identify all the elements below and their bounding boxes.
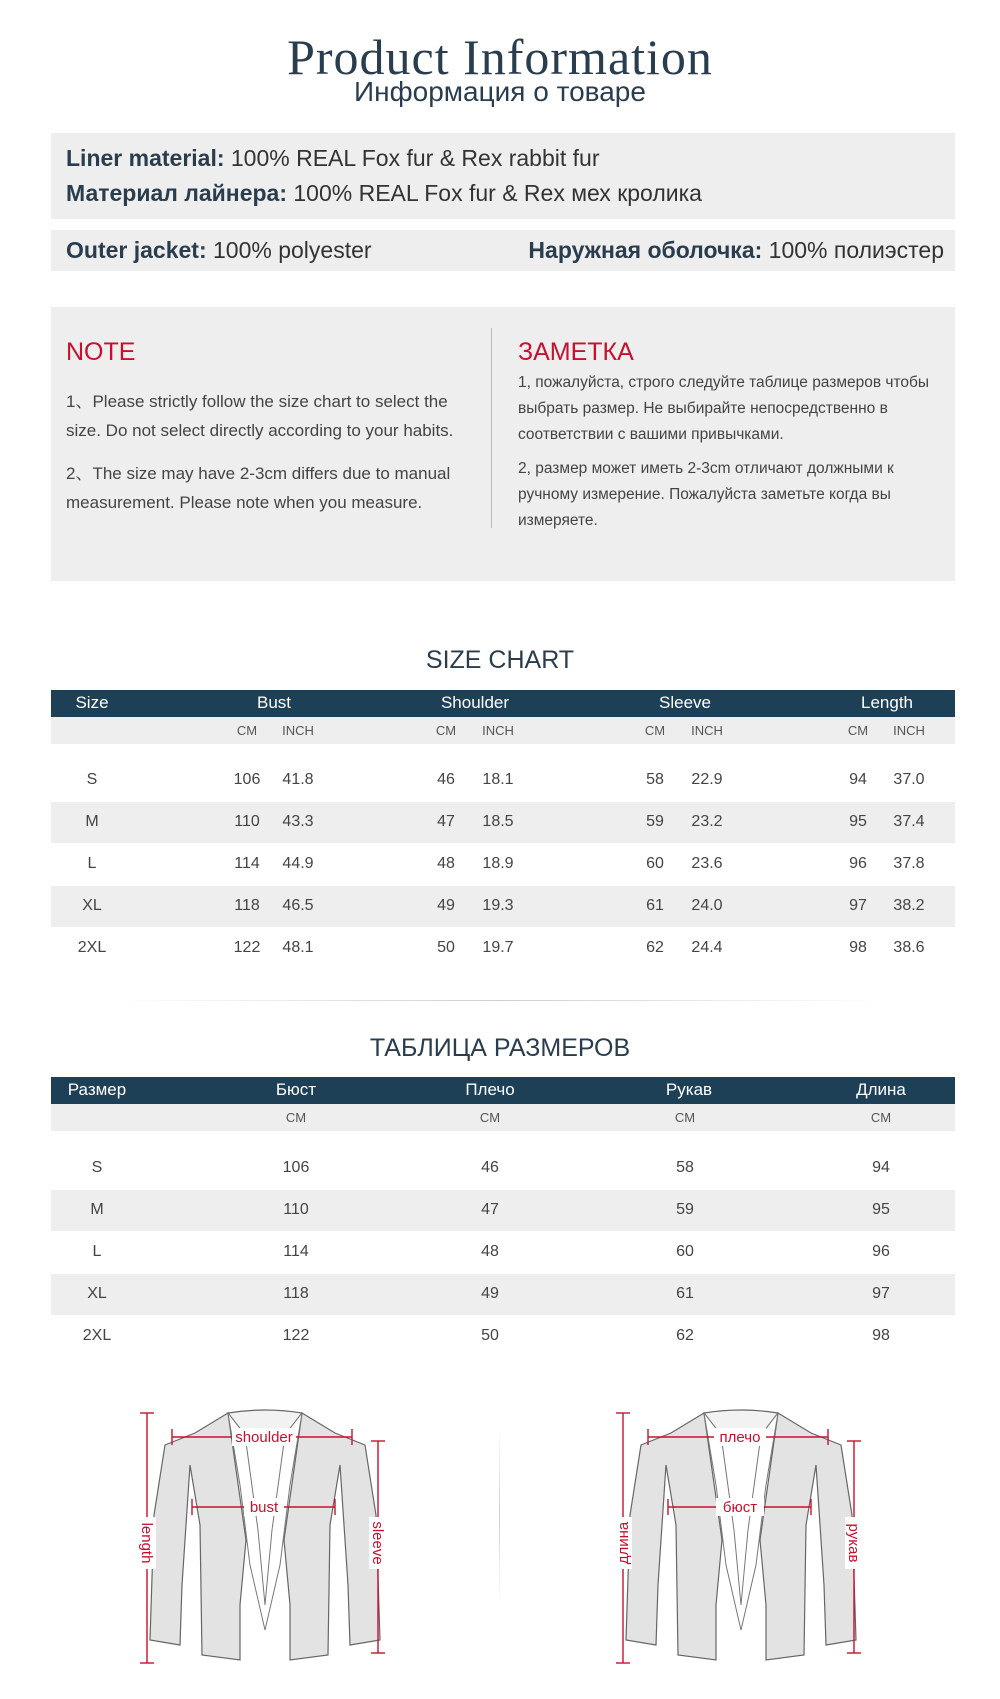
- col-size-ru: Размер: [67, 1080, 127, 1099]
- table-cell: 18.1: [482, 771, 514, 788]
- section-separator: [110, 1000, 890, 1001]
- liner-label-ru: Материал лайнера:: [66, 180, 287, 206]
- table-cell: S: [86, 771, 98, 788]
- label-shoulder: shoulder: [235, 1429, 293, 1446]
- liner-material-ru: [66, 180, 702, 207]
- unit-inch: INCH: [282, 723, 314, 738]
- table-cell: 58: [676, 1159, 694, 1176]
- note-body-ru: [518, 370, 948, 542]
- table-cell: 62: [676, 1327, 694, 1344]
- table-cell: XL: [87, 1285, 107, 1302]
- table-cell: 48: [437, 855, 455, 872]
- size-chart-units-en: [51, 717, 955, 744]
- table-cell: S: [91, 1159, 103, 1176]
- table-cell: 60: [646, 855, 664, 872]
- size-chart-units-ru: [51, 1104, 955, 1131]
- size-chart-header-en: [51, 690, 955, 717]
- table-row: [51, 1190, 955, 1231]
- table-cell: 114: [234, 855, 260, 872]
- table-cell: 41.8: [282, 771, 314, 788]
- label-bust: bust: [249, 1499, 279, 1516]
- table-row: [51, 844, 955, 885]
- outer-jacket-ru: [528, 237, 944, 264]
- note-item-1-ru: 1, пожалуйста, строго следуйте таблице размеров чтобы выбрать размер. Не выбирайте непосредственно в соответствии с вашими привычками.: [518, 374, 930, 443]
- note-item-2-ru: 2, размер может иметь 2-3cm отличают должными к ручному измерение. Пожалуйста заметьте когда вы измеряете.: [518, 460, 894, 529]
- table-cell: 49: [481, 1285, 499, 1302]
- col-bust: Bust: [256, 693, 292, 712]
- table-cell: 97: [872, 1285, 890, 1302]
- table-row: [51, 928, 955, 969]
- table-cell: 95: [872, 1201, 890, 1218]
- col-shoulder: Shoulder: [440, 693, 510, 712]
- col-sleeve-ru: Рукав: [665, 1080, 713, 1099]
- label-sleeve: sleeve: [369, 1521, 386, 1565]
- table-cell: 98: [849, 939, 867, 956]
- table-cell: 46: [437, 771, 455, 788]
- table-cell: 23.6: [691, 855, 723, 872]
- col-length: Length: [861, 693, 913, 712]
- jacket-diagram-en: [140, 1405, 390, 1670]
- table-cell: 47: [437, 813, 455, 830]
- table-cell: 98: [872, 1327, 890, 1344]
- table-cell: 24.0: [691, 897, 723, 914]
- unit-inch: INCH: [691, 723, 723, 738]
- table-cell: 37.0: [893, 771, 925, 788]
- table-cell: 118: [234, 897, 260, 914]
- note-body-en: [66, 387, 481, 531]
- label-sleeve-ru: рукав: [845, 1523, 862, 1563]
- table-cell: 48.1: [282, 939, 314, 956]
- liner-material-en: [66, 145, 599, 172]
- liner-value-ru: 100% REAL Fox fur & Rex мех кролика: [293, 180, 702, 206]
- table-cell: 50: [437, 939, 455, 956]
- note-divider: [491, 328, 492, 528]
- table-cell: 60: [676, 1243, 694, 1260]
- table-cell: 50: [481, 1327, 499, 1344]
- table-cell: 38.2: [893, 897, 925, 914]
- table-cell: 48: [481, 1243, 499, 1260]
- table-cell: 58: [646, 771, 664, 788]
- table-cell: L: [87, 855, 97, 872]
- unit-cm: CM: [644, 723, 666, 738]
- table-cell: 2XL: [82, 1327, 112, 1344]
- table-row: [51, 1232, 955, 1273]
- table-cell: 114: [283, 1243, 309, 1260]
- outer-value-ru: 100% полиэстер: [768, 237, 944, 263]
- note-heading-en: NOTE: [66, 338, 136, 366]
- table-cell: 19.3: [482, 897, 514, 914]
- table-row: [51, 1274, 955, 1315]
- note-item-2-en: 2、The size may have 2-3cm differs due to manual measurement. Please note when you measure.: [66, 464, 451, 512]
- table-cell: 46.5: [282, 897, 314, 914]
- col-size: Size: [75, 693, 109, 712]
- table-cell: 59: [646, 813, 664, 830]
- label-bust-ru: бюст: [722, 1499, 758, 1516]
- table-cell: 47: [481, 1201, 499, 1218]
- unit-cm: CM: [847, 723, 869, 738]
- table-cell: 122: [233, 939, 261, 956]
- table-cell: 59: [676, 1201, 694, 1218]
- table-cell: 43.3: [282, 813, 314, 830]
- table-row: [51, 1148, 955, 1189]
- outer-value-en: 100% polyester: [213, 237, 372, 263]
- table-cell: L: [92, 1243, 102, 1260]
- table-cell: 106: [282, 1159, 310, 1176]
- label-shoulder-ru: плечо: [719, 1429, 761, 1446]
- table-cell: 37.4: [893, 813, 925, 830]
- table-cell: 110: [283, 1201, 309, 1218]
- liner-value-en: 100% REAL Fox fur & Rex rabbit fur: [230, 145, 600, 171]
- label-length: length: [138, 1522, 155, 1564]
- size-chart-title-ru: ТАБЛИЦА РАЗМЕРОВ: [369, 1034, 631, 1062]
- col-bust-ru: Бюст: [275, 1080, 317, 1099]
- table-cell: M: [85, 813, 99, 830]
- unit-inch: INCH: [482, 723, 514, 738]
- outer-jacket-en: [66, 237, 372, 264]
- liner-label-en: Liner material:: [66, 145, 225, 171]
- page-title: Product Information: [287, 29, 713, 85]
- table-cell: 18.9: [482, 855, 514, 872]
- outer-label-en: Outer jacket:: [66, 237, 207, 263]
- table-cell: 46: [481, 1159, 499, 1176]
- table-cell: 94: [849, 771, 867, 788]
- table-cell: 38.6: [893, 939, 925, 956]
- table-cell: 23.2: [691, 813, 723, 830]
- unit-cm: CM: [479, 1110, 501, 1125]
- table-cell: 118: [283, 1285, 309, 1302]
- unit-cm: CM: [236, 723, 258, 738]
- table-cell: 106: [233, 771, 261, 788]
- table-cell: 22.9: [691, 771, 723, 788]
- table-cell: 19.7: [482, 939, 514, 956]
- diagram-separator: [499, 1425, 500, 1605]
- note-heading-ru: ЗАМЕТКА: [518, 338, 634, 366]
- table-cell: 96: [849, 855, 867, 872]
- table-row: [51, 1316, 955, 1357]
- table-row: [51, 886, 955, 927]
- label-length-ru: длина: [615, 1521, 632, 1565]
- table-cell: 97: [849, 897, 867, 914]
- table-cell: 62: [646, 939, 664, 956]
- table-cell: 24.4: [691, 939, 723, 956]
- col-sleeve: Sleeve: [659, 693, 711, 712]
- table-cell: M: [90, 1201, 104, 1218]
- table-cell: 37.8: [893, 855, 925, 872]
- table-cell: 49: [437, 897, 455, 914]
- table-cell: 2XL: [77, 939, 107, 956]
- table-cell: 122: [282, 1327, 310, 1344]
- size-chart-title-en: SIZE CHART: [425, 646, 575, 674]
- outer-label-ru: Наружная оболочка:: [528, 237, 763, 263]
- table-cell: 61: [646, 897, 664, 914]
- table-cell: 44.9: [282, 855, 314, 872]
- page-subtitle: Информация о товаре: [354, 76, 646, 107]
- note-item-1-en: 1、Please strictly follow the size chart to select the size. Do not select directly according to your habits.: [66, 392, 454, 440]
- unit-cm: CM: [870, 1110, 892, 1125]
- unit-cm: CM: [674, 1110, 696, 1125]
- unit-cm: CM: [435, 723, 457, 738]
- size-chart-header-ru: [51, 1077, 955, 1104]
- table-cell: 96: [872, 1243, 890, 1260]
- table-cell: 18.5: [482, 813, 514, 830]
- table-cell: 95: [849, 813, 867, 830]
- table-cell: 94: [872, 1159, 890, 1176]
- col-length-ru: Длина: [856, 1080, 906, 1099]
- table-row: [51, 760, 955, 801]
- col-shoulder-ru: Плечо: [465, 1080, 515, 1099]
- unit-inch: INCH: [893, 723, 925, 738]
- jacket-diagram-ru: [616, 1405, 866, 1670]
- table-row: [51, 802, 955, 843]
- table-cell: 110: [234, 813, 260, 830]
- unit-cm: CM: [285, 1110, 307, 1125]
- table-cell: 61: [676, 1285, 694, 1302]
- table-cell: XL: [82, 897, 102, 914]
